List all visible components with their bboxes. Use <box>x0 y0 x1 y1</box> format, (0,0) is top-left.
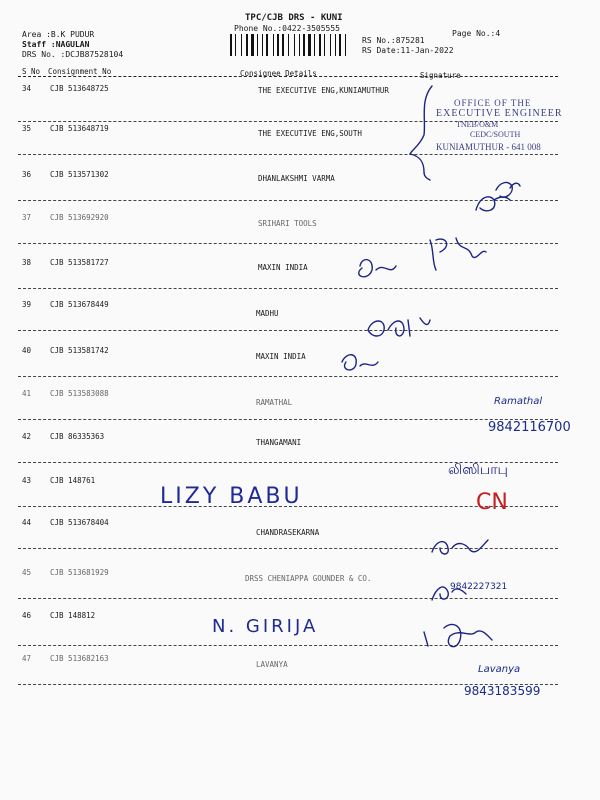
row-sno: 42 <box>22 432 32 441</box>
row-consignment-no: CJB 513682163 <box>50 654 109 663</box>
row-consignee: MAXIN INDIA <box>256 352 306 361</box>
signature-row40 <box>342 355 378 370</box>
row-consignment-no: CJB 148812 <box>50 611 96 620</box>
drs-number: DRS No. :DCJB87528104 <box>22 50 124 59</box>
handwritten-phone-row42: 9842116700 <box>488 420 571 435</box>
row-consignment-no: CJB 513648725 <box>50 84 109 93</box>
row-consignee: DRSS CHENIAPPA GOUNDER & CO. <box>245 574 372 583</box>
row-consignee: MAXIN INDIA <box>258 263 308 272</box>
row-consignee: SRIHARI TOOLS <box>258 219 317 228</box>
row-consignment-no: CJB 513648719 <box>50 124 109 133</box>
handwritten-phone-row45: 9842227321 <box>450 582 508 592</box>
row-sno: 40 <box>22 346 32 355</box>
row-consignee: THE EXECUTIVE ENG,KUNIAMUTHUR <box>258 86 389 95</box>
signature-row38 <box>359 238 486 277</box>
handwritten-phone-row47: 9843183599 <box>464 684 541 698</box>
column-sno: S No <box>22 67 41 76</box>
row-consignment-no: CJB 513681929 <box>50 568 109 577</box>
rs-number: RS No.:875281 <box>362 36 425 45</box>
row-sno: 39 <box>22 300 32 309</box>
handwritten-mark-row43: CN <box>476 490 508 515</box>
row-consignee: THANGAMANI <box>256 438 302 447</box>
handwritten-name-row46: N. GIRIJA <box>212 616 319 637</box>
row-consignee: DHANLAKSHMI VARMA <box>258 174 335 183</box>
row-consignee: THE EXECUTIVE ENG,SOUTH <box>258 129 362 138</box>
row-consignment-no: CJB 148761 <box>50 476 96 485</box>
area-label: Area :B.K PUDUR <box>22 30 95 39</box>
row-consignment-no: CJB 513583088 <box>50 389 109 398</box>
row-sno: 47 <box>22 654 32 663</box>
row-consignee: RAMATHAL <box>256 398 293 407</box>
signature-row39 <box>368 318 430 336</box>
row-consignment-no: CJB 513581742 <box>50 346 109 355</box>
stamp-line-4: CEDC/SOUTH <box>470 130 521 139</box>
column-consignment: Consignment No <box>48 67 112 76</box>
handwritten-note-row47: Lavanya <box>478 664 521 675</box>
column-consignee: Consignee Details <box>240 69 317 78</box>
row-sno: 41 <box>22 389 32 398</box>
row-consignment-no: CJB 513571302 <box>50 170 109 179</box>
row-sno: 44 <box>22 518 32 527</box>
row-consignee: LAVANYA <box>256 660 288 669</box>
row-consignment-no: CJB 513692920 <box>50 213 109 222</box>
row-sno: 43 <box>22 476 32 485</box>
handwritten-tamil-row43: லிஸிபாபு <box>448 462 508 478</box>
row-sno: 38 <box>22 258 32 267</box>
row-consignment-no: CJB 513581727 <box>50 258 109 267</box>
signature-row36 <box>496 183 520 198</box>
row-consignment-no: CJB 86335363 <box>50 432 105 441</box>
row-consignment-no: CJB 513678449 <box>50 300 109 309</box>
signature-row45 <box>432 587 466 600</box>
row-sno: 46 <box>22 611 32 620</box>
document-title: TPC/CJB DRS - KUNI <box>245 13 343 23</box>
stamp-line-1: OFFICE OF THE <box>454 98 532 108</box>
handwritten-note-row42: Ramathal <box>494 396 543 407</box>
row-sno: 45 <box>22 568 32 577</box>
column-signature: Signature <box>420 71 461 80</box>
stamp-line-3: TNEB/O&M <box>456 120 499 129</box>
row-consignee: CHANDRASEKARNA <box>256 528 320 537</box>
phone-number: Phone No.:0422-3505555 <box>234 24 340 33</box>
signature-row44 <box>432 540 488 554</box>
signature-bracket-34-35 <box>410 86 432 180</box>
stamp-line-5: KUNIAMUTHUR - 641 008 <box>436 142 541 152</box>
rs-date: RS Date:11-Jan-2022 <box>362 46 454 55</box>
row-sno: 35 <box>22 124 32 133</box>
signature-row37 <box>476 197 510 211</box>
staff-label: Staff :NAGULAN <box>22 40 90 49</box>
page-number: Page No.:4 <box>452 29 501 38</box>
row-consignment-no: CJB 513678404 <box>50 518 109 527</box>
row-sno: 34 <box>22 84 32 93</box>
row-sno: 37 <box>22 213 32 222</box>
row-consignee: MADHU <box>256 309 279 318</box>
stamp-line-2: EXECUTIVE ENGINEER <box>436 108 563 119</box>
signature-row46 <box>424 624 492 646</box>
handwritten-name-row43: LIZY BABU <box>160 484 303 509</box>
row-sno: 36 <box>22 170 32 179</box>
